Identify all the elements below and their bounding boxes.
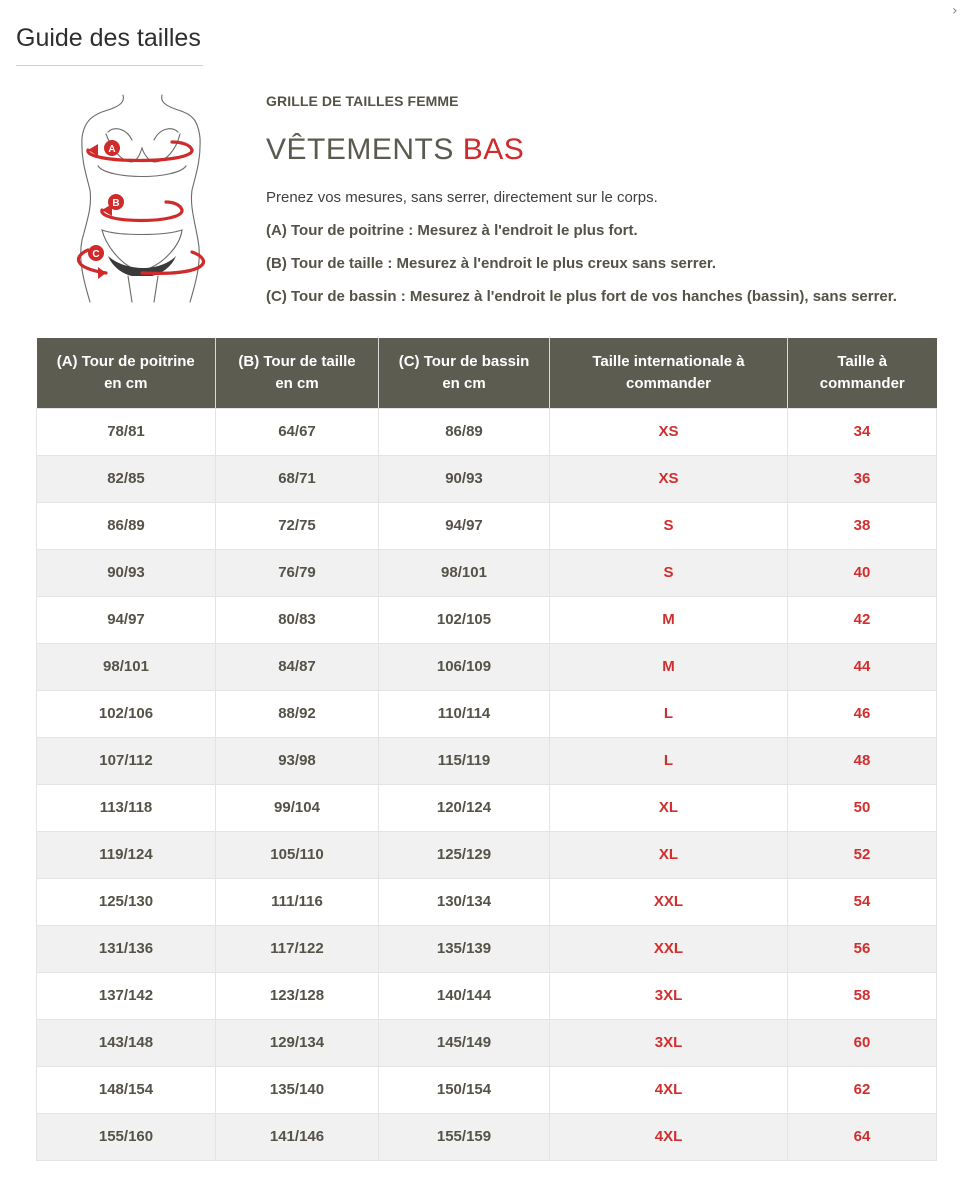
- cell-waist: 129/134: [216, 1019, 379, 1066]
- cell-chest: 119/124: [37, 831, 216, 878]
- table-row: [37, 878, 937, 925]
- cell-waist: 64/67: [216, 408, 379, 455]
- table-row: [37, 784, 937, 831]
- cell-waist: 84/87: [216, 643, 379, 690]
- cell-hips: 106/109: [379, 643, 550, 690]
- cell-intl-size: 3XL: [550, 972, 788, 1019]
- cell-intl-size: S: [550, 502, 788, 549]
- cell-hips: 155/159: [379, 1113, 550, 1160]
- cell-chest: 148/154: [37, 1066, 216, 1113]
- header-waist-line: (B) Tour de taille: [238, 352, 356, 370]
- cell-size: 50: [788, 784, 937, 831]
- cell-size: 62: [788, 1066, 937, 1113]
- guide-heading: [266, 132, 946, 168]
- cell-size: 34: [788, 408, 937, 455]
- table-row: [37, 455, 937, 502]
- cell-chest: 82/85: [37, 455, 216, 502]
- cell-chest: 107/112: [37, 737, 216, 784]
- instruction-chest: (A) Tour de poitrine : Mesurez à l'endroit le plus fort.: [266, 222, 638, 239]
- cell-hips: 98/101: [379, 549, 550, 596]
- header-waist: [216, 338, 379, 408]
- table-row: [37, 549, 937, 596]
- cell-size: 54: [788, 878, 937, 925]
- cell-intl-size: XS: [550, 408, 788, 455]
- cell-waist: 72/75: [216, 502, 379, 549]
- cell-intl-size: 3XL: [550, 1019, 788, 1066]
- header-chest-line: (A) Tour de poitrine: [56, 352, 195, 370]
- table-row: [37, 643, 937, 690]
- title-divider: [16, 65, 203, 66]
- cell-size: 52: [788, 831, 937, 878]
- table-row: [37, 925, 937, 972]
- cell-chest: 90/93: [37, 549, 216, 596]
- cell-intl-size: XL: [550, 831, 788, 878]
- cell-waist: 68/71: [216, 455, 379, 502]
- cell-hips: 94/97: [379, 502, 550, 549]
- cell-intl-size: M: [550, 643, 788, 690]
- header-intl-size-line: commander: [625, 374, 712, 392]
- cell-chest: 155/160: [37, 1113, 216, 1160]
- cell-intl-size: XXL: [550, 925, 788, 972]
- table-row: [37, 1113, 937, 1160]
- size-chart-table: [36, 338, 937, 1161]
- cell-waist: 141/146: [216, 1113, 379, 1160]
- cell-chest: 94/97: [37, 596, 216, 643]
- cell-waist: 123/128: [216, 972, 379, 1019]
- cell-hips: 90/93: [379, 455, 550, 502]
- cell-hips: 102/105: [379, 596, 550, 643]
- cell-waist: 80/83: [216, 596, 379, 643]
- marker-a-label: A: [108, 144, 116, 155]
- header-hips: [379, 338, 550, 408]
- heading-accent: BAS: [462, 133, 525, 166]
- table-row: [37, 1066, 937, 1113]
- cell-chest: 102/106: [37, 690, 216, 737]
- header-chest: [37, 338, 216, 408]
- cell-size: 42: [788, 596, 937, 643]
- cell-hips: 130/134: [379, 878, 550, 925]
- cell-hips: 86/89: [379, 408, 550, 455]
- cell-hips: 110/114: [379, 690, 550, 737]
- header-size-line: Taille à: [837, 352, 888, 370]
- cell-intl-size: XXL: [550, 878, 788, 925]
- table-row: [37, 737, 937, 784]
- marker-a: [104, 140, 120, 156]
- cell-intl-size: 4XL: [550, 1113, 788, 1160]
- header-chest-line: en cm: [104, 374, 148, 392]
- table-row: [37, 502, 937, 549]
- cell-size: 48: [788, 737, 937, 784]
- cell-size: 46: [788, 690, 937, 737]
- guide-subtitle: GRILLE DE TAILLES FEMME: [266, 93, 459, 109]
- header-intl-size: [550, 338, 788, 408]
- cell-chest: 98/101: [37, 643, 216, 690]
- cell-waist: 76/79: [216, 549, 379, 596]
- cell-size: 58: [788, 972, 937, 1019]
- cell-chest: 125/130: [37, 878, 216, 925]
- table-row: [37, 690, 937, 737]
- cell-size: 56: [788, 925, 937, 972]
- cell-size: 64: [788, 1113, 937, 1160]
- cell-waist: 111/116: [216, 878, 379, 925]
- cell-intl-size: 4XL: [550, 1066, 788, 1113]
- cell-intl-size: L: [550, 690, 788, 737]
- cell-intl-size: XL: [550, 784, 788, 831]
- header-hips-line: en cm: [442, 374, 486, 392]
- table-row: [37, 408, 937, 455]
- cell-intl-size: M: [550, 596, 788, 643]
- table-row: [37, 1019, 937, 1066]
- arrow-c: [98, 267, 106, 279]
- cell-intl-size: XS: [550, 455, 788, 502]
- cell-hips: 115/119: [379, 737, 550, 784]
- instruction-hips: (C) Tour de bassin : Mesurez à l'endroit le plus fort de vos hanches (bassin), sans serrer.: [266, 288, 897, 305]
- table-row: [37, 831, 937, 878]
- size-guide-info: [266, 92, 946, 307]
- cell-chest: 131/136: [37, 925, 216, 972]
- cell-waist: 135/140: [216, 1066, 379, 1113]
- marker-b: [108, 194, 124, 210]
- cell-chest: 143/148: [37, 1019, 216, 1066]
- modal-title: Guide des tailles: [16, 24, 201, 52]
- table-row: [37, 972, 937, 1019]
- marker-b-label: B: [112, 198, 120, 209]
- header-waist-line: en cm: [275, 374, 319, 392]
- instruction-waist: (B) Tour de taille : Mesurez à l'endroit le plus creux sans serrer.: [266, 255, 717, 272]
- cell-waist: 117/122: [216, 925, 379, 972]
- cell-waist: 105/110: [216, 831, 379, 878]
- cell-hips: 145/149: [379, 1019, 550, 1066]
- cell-hips: 125/129: [379, 831, 550, 878]
- cell-chest: 113/118: [37, 784, 216, 831]
- cell-intl-size: S: [550, 549, 788, 596]
- cell-chest: 86/89: [37, 502, 216, 549]
- header-size-line: commander: [819, 374, 905, 392]
- cell-waist: 88/92: [216, 690, 379, 737]
- cell-hips: 150/154: [379, 1066, 550, 1113]
- cell-size: 60: [788, 1019, 937, 1066]
- cell-hips: 135/139: [379, 925, 550, 972]
- cell-waist: 93/98: [216, 737, 379, 784]
- measure-intro: Prenez vos mesures, sans serrer, directement sur le corps.: [266, 189, 658, 206]
- table-body: [37, 408, 937, 1160]
- cell-waist: 99/104: [216, 784, 379, 831]
- header-intl-size-line: Taille internationale à: [592, 352, 745, 370]
- cell-hips: 120/124: [379, 784, 550, 831]
- close-icon[interactable]: ›: [952, 3, 958, 19]
- header-size: [788, 338, 937, 408]
- table-row: [37, 596, 937, 643]
- marker-c-label: C: [92, 249, 100, 260]
- header-hips-line: (C) Tour de bassin: [398, 352, 530, 370]
- table-header-row: [37, 338, 937, 408]
- cell-chest: 78/81: [37, 408, 216, 455]
- cell-size: 38: [788, 502, 937, 549]
- cell-size: 40: [788, 549, 937, 596]
- cell-chest: 137/142: [37, 972, 216, 1019]
- marker-c: [88, 245, 104, 261]
- cell-size: 44: [788, 643, 937, 690]
- heading-main: VÊTEMENTS: [266, 133, 454, 166]
- cell-hips: 140/144: [379, 972, 550, 1019]
- body-measurement-illustration: [68, 90, 214, 306]
- cell-size: 36: [788, 455, 937, 502]
- cell-intl-size: L: [550, 737, 788, 784]
